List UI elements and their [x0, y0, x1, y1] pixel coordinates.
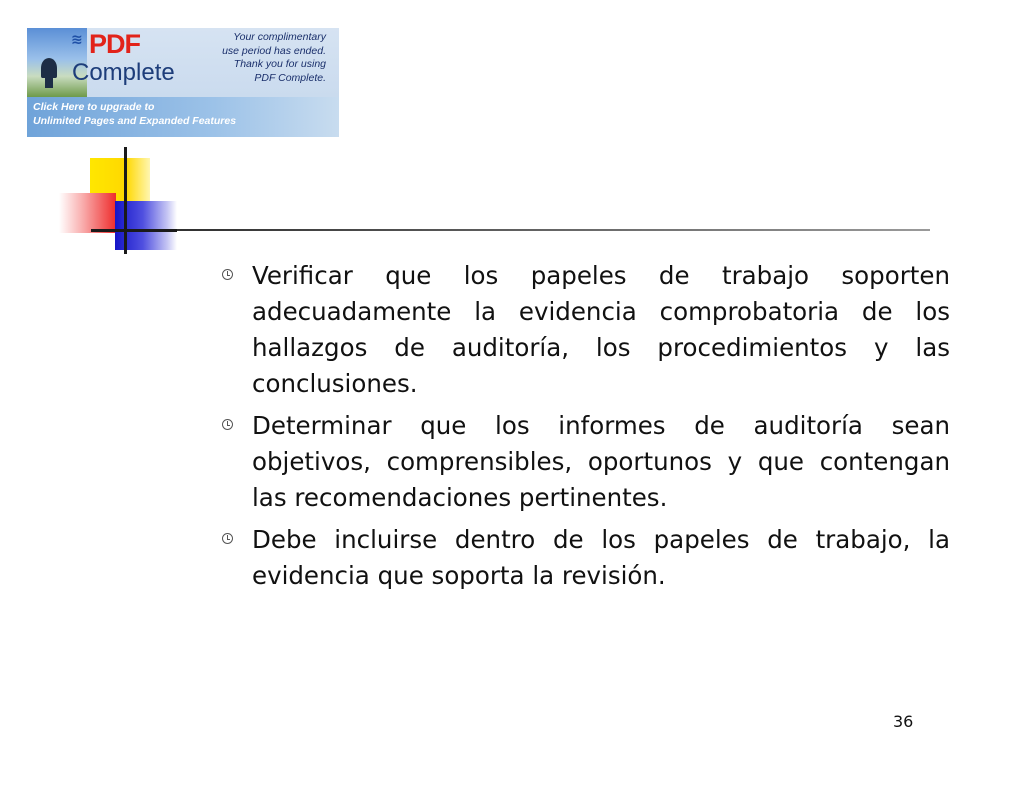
bullet-item	[222, 258, 950, 402]
bullet-item	[222, 408, 950, 516]
bullet-text: Verificar que los papeles de trabajo soporten adecuadamente la evidencia comprobatoria de los hallazgos de auditoría, los procedimientos y las conclusiones.	[252, 261, 950, 398]
upgrade-line[interactable]: Unlimited Pages and Expanded Features	[33, 115, 237, 127]
upgrade-text[interactable]	[33, 100, 236, 128]
page-number: 36	[893, 712, 914, 731]
logo-chevron-icon: ≋	[71, 32, 83, 48]
title-divider-line	[177, 229, 930, 231]
bullet-item	[222, 522, 950, 594]
clock-bullet-icon	[222, 419, 233, 430]
promo-line: Your complimentary	[233, 31, 326, 43]
decor-horizontal-line	[91, 229, 177, 232]
decor-red-square	[59, 193, 116, 233]
promo-line: use period has ended.	[222, 44, 326, 57]
bullet-text: Determinar que los informes de auditoría sean objetivos, comprensibles, oportunos y que contengan las recomendaciones pertinentes.	[252, 411, 950, 512]
pdf-complete-upgrade-banner[interactable]	[27, 28, 339, 137]
clock-bullet-icon	[222, 269, 233, 280]
clock-bullet-icon	[222, 533, 233, 544]
upgrade-link[interactable]	[27, 97, 339, 137]
slide-body	[222, 258, 950, 600]
logo-pdf: PDF	[89, 29, 140, 59]
person-legs	[45, 76, 53, 88]
promo-line: Thank you for using	[233, 58, 326, 70]
promo-line: PDF Complete.	[254, 71, 326, 84]
bullet-text: Debe incluirse dentro de los papeles de trabajo, la evidencia que soporta la revisión.	[252, 525, 950, 590]
logo-complete: Complete	[72, 59, 175, 86]
decor-vertical-line	[124, 147, 127, 254]
person-silhouette-icon	[41, 58, 57, 78]
promo-message	[222, 31, 326, 85]
upgrade-line[interactable]: Click Here to upgrade to	[33, 101, 155, 113]
banner-top	[27, 28, 339, 97]
